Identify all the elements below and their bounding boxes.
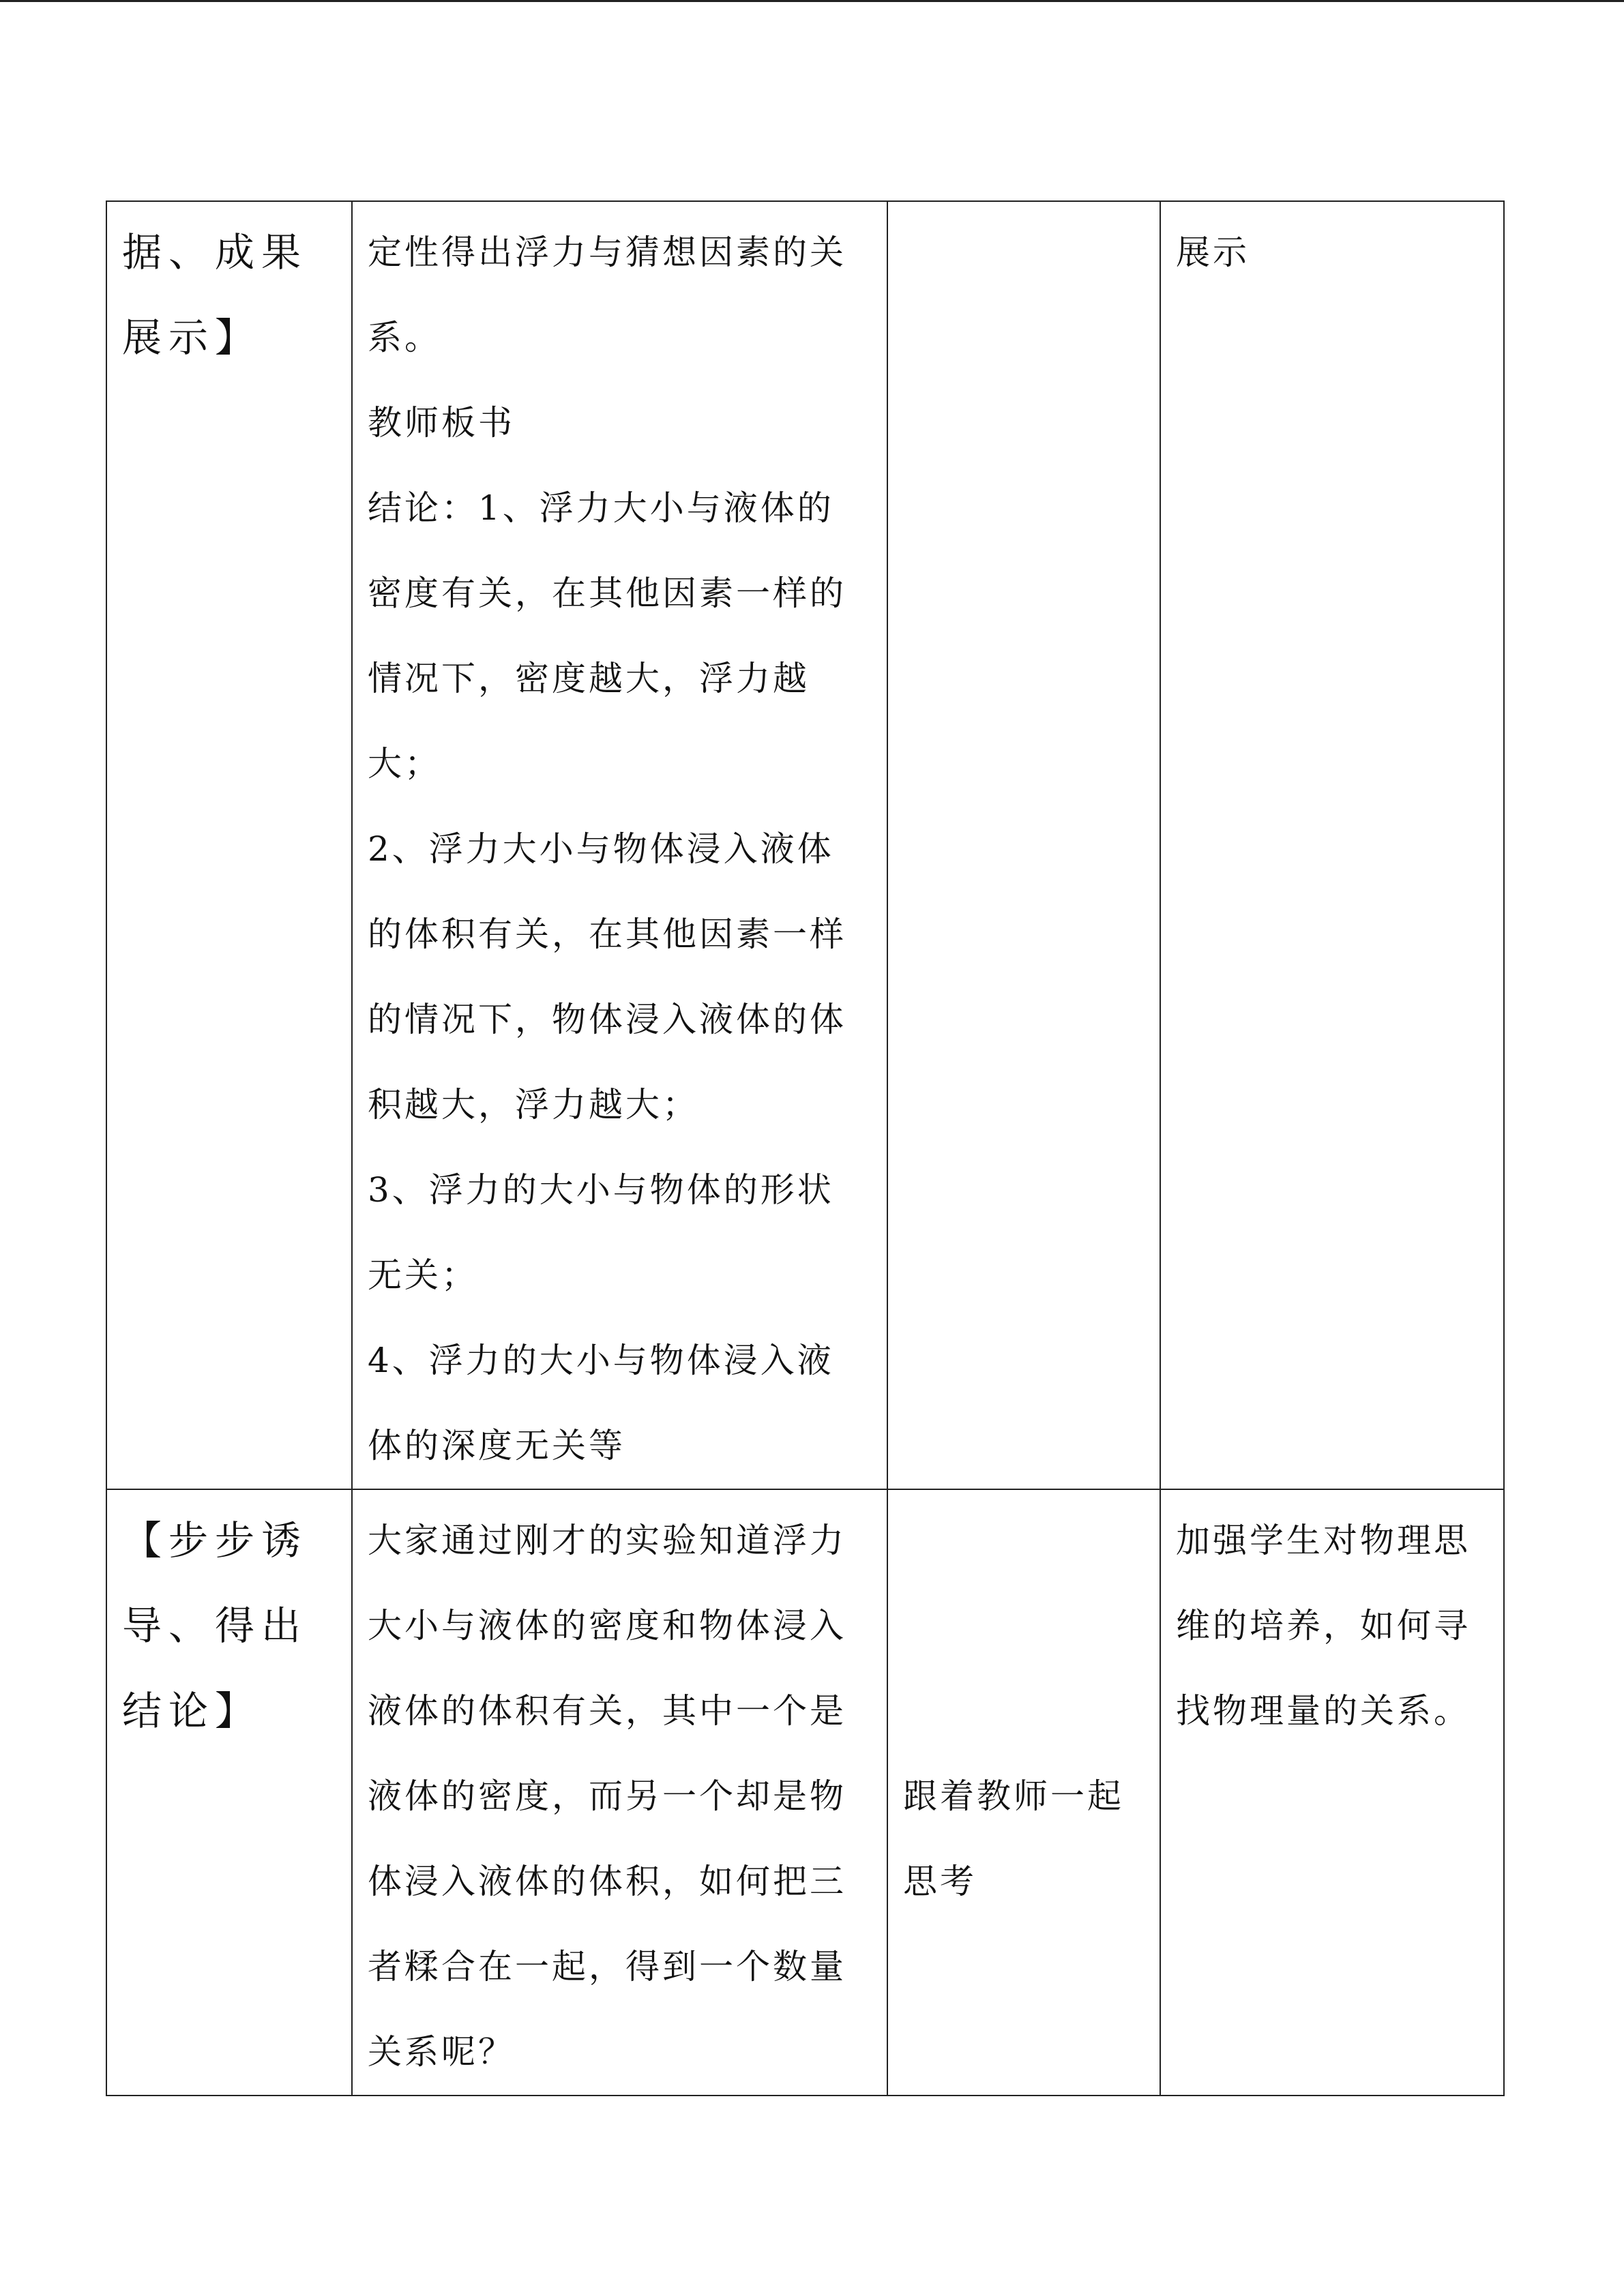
teacher-line: 密度有关，在其他因素一样的: [368, 573, 846, 613]
teacher-line: 的体积有关，在其他因素一样: [368, 914, 846, 954]
design-intent-cell: [1160, 1489, 1504, 2096]
teacher-activity-cell: [352, 201, 887, 1489]
stage-line: 结论】: [122, 1688, 262, 1734]
teacher-line: 液体的体积有关，其中一个是: [368, 1691, 846, 1731]
design-intent-cell: [1160, 201, 1504, 1489]
student-line: 跟着教师一起: [903, 1776, 1124, 1816]
student-line: 思考: [903, 1862, 977, 1901]
stage-line: 导、得出: [122, 1602, 308, 1649]
teacher-line: 大；: [368, 744, 441, 784]
intent-line: 维的培养，如何寻: [1176, 1606, 1471, 1645]
teacher-line: 体浸入液体的体积，如何把三: [368, 1862, 846, 1901]
teacher-line: 4、浮力的大小与物体浸入液: [368, 1341, 834, 1380]
table-row: [106, 201, 1504, 1489]
teacher-line: 系。: [368, 318, 441, 357]
teacher-line: 关系呢？: [368, 2032, 515, 2072]
teacher-line: 积越大，浮力越大；: [368, 1085, 699, 1124]
stage-line: 【步步诱: [122, 1517, 308, 1564]
teacher-line: 者糅合在一起，得到一个数量: [368, 1947, 846, 1986]
intent-line: 加强学生对物理思: [1176, 1521, 1471, 1560]
teacher-line: 大家通过刚才的实验知道浮力: [368, 1521, 846, 1560]
stage-line: 展示】: [122, 314, 262, 361]
teacher-line: 体的深度无关等: [368, 1426, 625, 1465]
lesson-plan-table: [106, 200, 1505, 2096]
teacher-line: 大小与液体的密度和物体浸入: [368, 1606, 846, 1645]
teacher-line: 结论：1、浮力大小与液体的: [368, 488, 834, 528]
teacher-activity-cell: [352, 1489, 887, 2096]
student-activity-cell: [887, 201, 1160, 1489]
table-row: [106, 1489, 1504, 2096]
teacher-line: 教师板书: [368, 403, 515, 443]
teacher-line: 2、浮力大小与物体浸入液体: [368, 829, 834, 869]
intent-line: 展示: [1176, 233, 1250, 272]
stage-line: 据、成果: [122, 229, 308, 275]
intent-line: 找物理量的关系。: [1176, 1691, 1471, 1731]
cell-spacer: [903, 1498, 1145, 1754]
teacher-line: 3、浮力的大小与物体的形状: [368, 1170, 834, 1210]
student-activity-cell: [887, 1489, 1160, 2096]
stage-cell: [106, 1489, 352, 2096]
stage-cell: [106, 201, 352, 1489]
teacher-line: 定性得出浮力与猜想因素的关: [368, 233, 846, 272]
page-top-border: [0, 0, 1624, 2]
teacher-line: 无关；: [368, 1255, 478, 1295]
teacher-line: 的情况下，物体浸入液体的体: [368, 1000, 846, 1039]
teacher-line: 液体的密度，而另一个却是物: [368, 1776, 846, 1816]
teacher-line: 情况下，密度越大，浮力越: [368, 659, 810, 698]
